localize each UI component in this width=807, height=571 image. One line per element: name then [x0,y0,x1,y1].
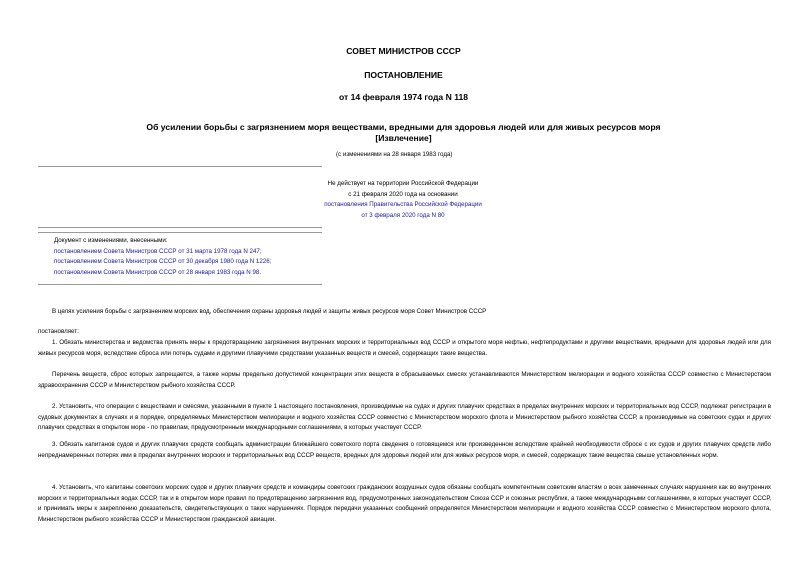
notice-line: с 21 февраля 2020 года на основании [348,190,458,198]
amendment-note: (с изменениями на 28 января 1983 года) [336,151,453,158]
paragraph-2: 2. Установить, что операции с веществами и смесями, указанными в пункте 1 настоящего постановления, производимые на судах и других плавучих средствах в пределах внутренних морских и территориальных вод СССР, подлежат регистрации в судовых документах в случаях и в порядке, определяемых Министерством мелиорации и водного хозяйства СССР совместно с Министерством морского флота и Министерством рыбного хозяйства СССР, а производимые на советских судах и других плавучих средствах в открытом море - по правилам, предусмотренным международными соглашениями, в которых участвует СССР. [38,403,771,432]
changes-heading: Документ с изменениями, внесенными: [54,237,168,244]
paragraph-1: 1. Обязать министерства и ведомства принять меры к предотвращению загрязнения внутренних морских и территориальных вод СССР и открытого моря нефтью, нефтепродуктами и другими веществами, вредными для здоровья людей или для живых ресурсов моря, вследствие сброса или потерь судами и другими плавучими средствами указанных веществ и смесей, содержащих такие вещества. [38,339,771,357]
decrees-word: постановляет: [38,328,79,335]
divider [38,284,322,285]
changes-link[interactable]: постановлением Совета Министров СССР от 30 декабря 1980 года N 1226; [54,258,272,266]
intro-paragraph: В целях усиления борьбы с загрязнением морских вод, обеспечения охраны здоровья людей и защиты живых ресурсов моря Совет Министров СССР [52,308,487,315]
paragraph-4: 4. Установить, что капитаны советских морских судов и других плавучих средств и командиры советских гражданских воздушных судов обязаны сообщать компетентным советским властям о всех замеченных случаях нарушения как во внутренних морских и территориальных водах СССР, так и в открытом море правил по предотвращению загрязнения вод, предусмотренных законодательством Союза ССР и союзных республик, а также международными соглашениями, в которых участвует СССР, и принимать меры к закреплению доказательств, свидетельствующих о таких нарушениях. Порядок передачи указанных сообщений определяется Министерством мелиорации и водного хозяйства СССР совместно с Министерством морского флота, Министерством рыбного хозяйства СССР и Министерством гражданской авиации. [38,484,771,523]
paragraph-1-list: Перечень веществ, сброс которых запрещается, а также нормы предельно допустимой концентрации этих веществ в сбрасываемых смесях устанавливаются Министерством мелиорации и водного хозяйства СССР совместно с Министерством здравоохранения СССР и Министерством рыбного хозяйства СССР. [38,371,771,389]
notice-link[interactable]: от 3 февраля 2020 года N 80 [361,211,445,219]
divider [38,232,322,233]
paragraph-3: 3. Обязать капитанов судов и других плавучих средств сообщать администрации ближайшего советского порта сведения о готовящемся или произведенном вследствие крайней необходимости сбросе с их судов и других плавучих средств либо непреднамеренных потерях ими в пределах внутренних морских и территориальных вод СССР веществ, вредных для здоровья людей или для живых ресурсов моря, и смесей, содержащих такие вещества свыше установленных норм. [38,441,771,459]
changes-link[interactable]: постановлением Совета Министров СССР от 31 марта 1978 года N 247; [54,247,262,255]
changes-list [54,236,271,278]
doc-date-number: от 14 февраля 1974 года N 118 [338,92,469,102]
doc-title [0,122,807,144]
doc-title-line: Об усилении борьбы с загрязнением моря веществами, вредными для здоровья людей или для живых ресурсов моря [146,122,661,132]
divider [38,227,322,228]
org-name: СОВЕТ МИНИСТРОВ СССР [346,46,461,56]
doc-type: ПОСТАНОВЛЕНИЕ [364,70,443,80]
notice-link[interactable]: постановления Правительства Российской Федерации [324,201,482,209]
status-notice [250,179,556,221]
doc-title-extract: [Извлечение] [375,133,432,143]
divider [38,166,322,167]
changes-link[interactable]: постановлением Совета Министров СССР от 28 января 1983 года N 98. [54,268,262,276]
notice-line: Не действует на территории Российской Федерации [327,180,479,187]
